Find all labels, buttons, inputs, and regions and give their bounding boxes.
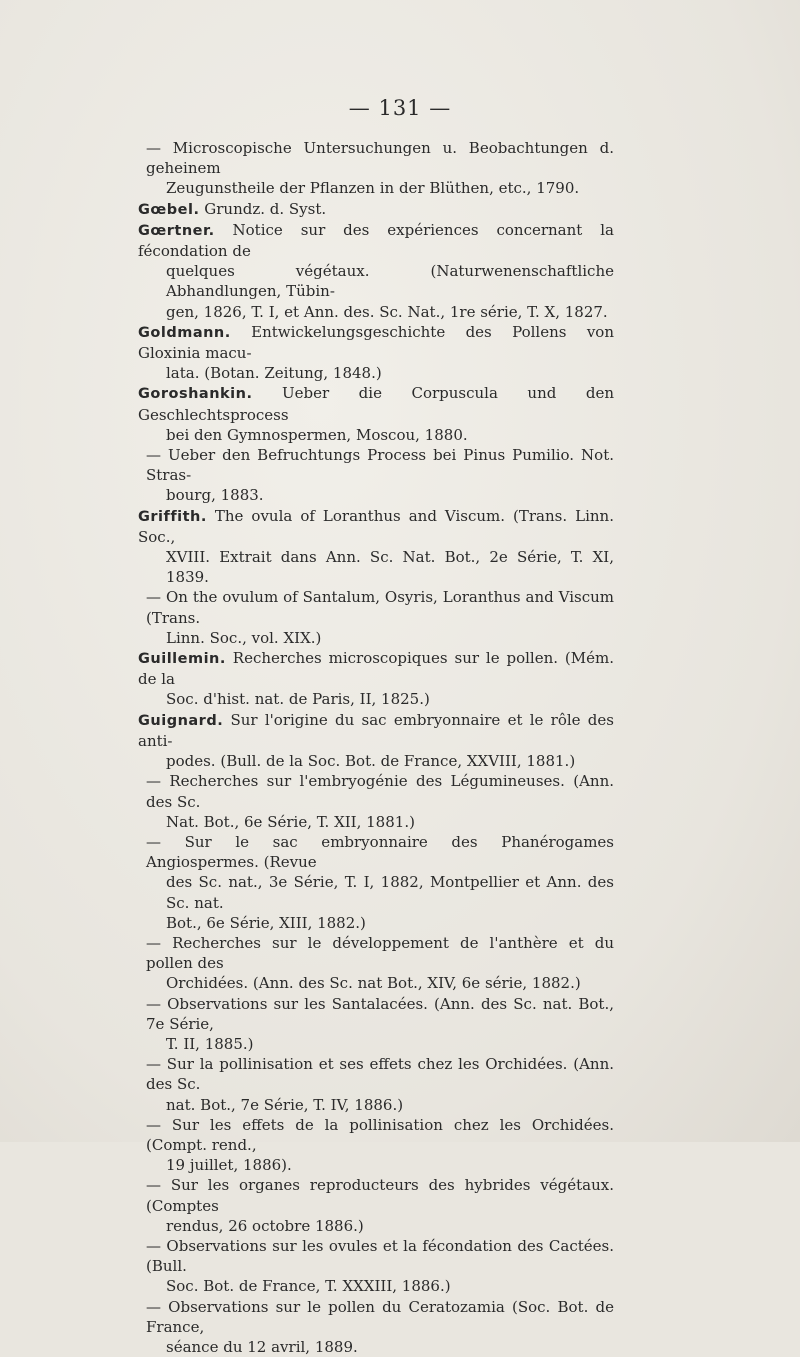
entry-line xyxy=(138,751,614,771)
bibliography-entry xyxy=(138,1236,614,1297)
entry-text: — Sur le sac embryonnaire des Phanérogames Angiospermes. (Revue xyxy=(146,832,614,872)
entry-text: — Observations sur les Santalacées. (Ann. des Sc. nat. Bot., 7e Série, xyxy=(146,994,614,1033)
entry-line xyxy=(138,1216,614,1236)
entry-line xyxy=(138,220,614,261)
entry-line xyxy=(138,199,614,220)
entry-line xyxy=(138,832,614,872)
entry-text: Ueber die Corpuscula und den Geschlechtsprocess xyxy=(138,384,614,424)
bibliography-entry xyxy=(138,506,614,588)
entry-line xyxy=(138,261,614,301)
entry-line xyxy=(138,322,614,363)
entry-line xyxy=(138,812,614,832)
entry-text: rendus, 26 octobre 1886.) xyxy=(166,1216,364,1235)
entry-line xyxy=(138,1034,614,1054)
bibliography-entry xyxy=(138,1054,614,1115)
entry-text: Entwickelungsgeschichte des Pollens von Gloxinia macu- xyxy=(138,322,614,363)
bibliography-entry xyxy=(138,933,614,994)
entry-text: Sur l'origine du sac embryonnaire et le rôle des anti- xyxy=(138,710,614,750)
entry-line xyxy=(138,1236,614,1276)
entry-line xyxy=(138,933,614,973)
bibliography-entry xyxy=(138,199,614,220)
entry-line xyxy=(138,994,614,1034)
bibliography-entry xyxy=(138,1115,614,1176)
entry-text: — Recherches sur l'embryogénie des Légumineuses. (Ann. des Sc. xyxy=(146,772,614,811)
entry-text: — On the ovulum of Santalum, Osyris, Loranthus and Viscum (Trans. xyxy=(146,588,614,627)
bibliography-entry xyxy=(138,994,614,1055)
entry-line xyxy=(138,1337,614,1357)
bibliography-entry xyxy=(138,832,614,933)
entry-text: Linn. Soc., vol. XIX.) xyxy=(166,628,322,647)
entry-line xyxy=(138,178,614,198)
entry-author: Goroshankin. xyxy=(138,386,253,403)
entry-text: The ovula of Loranthus and Viscum. (Trans. Linn. Soc., xyxy=(138,506,614,546)
entry-text: — Recherches sur le développement de l'anthère et du pollen des xyxy=(146,933,614,973)
entry-line xyxy=(138,1054,614,1094)
bibliography-entry xyxy=(138,445,614,506)
entry-line xyxy=(138,1155,614,1175)
bibliography-entry xyxy=(138,138,614,199)
entry-line xyxy=(138,138,614,178)
entry-line xyxy=(138,547,614,587)
entry-line xyxy=(138,1175,614,1215)
entry-line xyxy=(138,689,614,709)
entry-text: — Microscopische Untersuchungen u. Beobachtungen d. geheinem xyxy=(146,139,614,178)
entry-line xyxy=(138,485,614,505)
entry-text: gen, 1826, T. I, et Ann. des. Sc. Nat., 1re série, T. X, 1827. xyxy=(166,302,608,321)
entry-line xyxy=(138,587,614,627)
entry-author: Griffith. xyxy=(138,508,207,525)
entry-text: XVIII. Extrait dans Ann. Sc. Nat. Bot., 2e Série, T. XI, 1839. xyxy=(166,548,614,587)
entry-line xyxy=(138,363,614,383)
entry-text: podes. (Bull. de la Soc. Bot. de France, XXVIII, 1881.) xyxy=(166,752,576,771)
entry-line xyxy=(138,628,614,648)
entry-text: — Sur les organes reproducteurs des hybrides végétaux. (Comptes xyxy=(146,1176,614,1215)
entry-text: séance du 12 avril, 1889. xyxy=(166,1337,358,1356)
entry-text: Bot., 6e Série, XIII, 1882.) xyxy=(166,913,366,932)
page-number: — 131 — xyxy=(348,96,452,120)
entry-text: Soc. d'hist. nat. de Paris, II, 1825.) xyxy=(166,690,430,709)
entry-line xyxy=(138,771,614,811)
bibliography-entry xyxy=(138,587,614,648)
entry-text: Grundz. d. Syst. xyxy=(204,199,327,218)
entry-text: — Observations sur les ovules et la fécondation des Cactées. (Bull. xyxy=(146,1236,614,1276)
bibliography-entry xyxy=(138,220,614,322)
entry-author: Gœrtner. xyxy=(138,222,215,239)
bibliography-list xyxy=(138,138,614,1357)
entry-text: Recherches microscopiques sur le pollen. (Mém. de la xyxy=(138,649,614,689)
entry-line xyxy=(138,383,614,424)
bibliography-entry xyxy=(138,383,614,445)
entry-text: — Sur la pollinisation et ses effets chez les Orchidées. (Ann. des Sc. xyxy=(146,1055,614,1094)
entry-text: Soc. Bot. de France, T. XXXIII, 1886.) xyxy=(166,1277,451,1296)
bibliography-entry xyxy=(138,322,614,384)
entry-line xyxy=(138,425,614,445)
bibliography-entry xyxy=(138,1175,614,1236)
entry-text: quelques végétaux. (Naturwenenschaftliche Abhandlungen, Tübin- xyxy=(166,262,614,301)
entry-author: Gœbel. xyxy=(138,201,200,218)
entry-line xyxy=(138,445,614,485)
entry-text: bei den Gymnospermen, Moscou, 1880. xyxy=(166,425,468,444)
entry-line xyxy=(138,710,614,751)
entry-line xyxy=(138,1297,614,1337)
entry-text: Orchidées. (Ann. des Sc. nat Bot., XIV, 6e série, 1882.) xyxy=(166,974,581,993)
entry-author: Goldmann. xyxy=(138,324,231,341)
entry-line xyxy=(138,506,614,547)
entry-text: T. II, 1885.) xyxy=(166,1034,254,1053)
entry-line xyxy=(138,913,614,933)
entry-author: Guillemin. xyxy=(138,651,226,668)
entry-line xyxy=(138,302,614,322)
entry-text: Nat. Bot., 6e Série, T. XII, 1881.) xyxy=(166,812,415,831)
entry-text: — Observations sur le pollen du Ceratozamia (Soc. Bot. de France, xyxy=(146,1297,614,1336)
entry-text: nat. Bot., 7e Série, T. IV, 1886.) xyxy=(166,1095,404,1114)
entry-text: 19 juillet, 1886). xyxy=(166,1156,292,1175)
entry-line xyxy=(138,1276,614,1296)
bibliography-entry xyxy=(138,648,614,710)
entry-text: Notice sur des expériences concernant la fécondation de xyxy=(138,220,614,261)
entry-line xyxy=(138,1095,614,1115)
bibliography-entry xyxy=(138,1297,614,1357)
entry-line xyxy=(138,872,614,912)
entry-author: Guignard. xyxy=(138,712,224,729)
entry-text: lata. (Botan. Zeitung, 1848.) xyxy=(166,364,382,383)
entry-line xyxy=(138,1115,614,1155)
entry-text: Zeugunstheile der Pflanzen in der Blüthen, etc., 1790. xyxy=(166,179,580,198)
bibliography-entry xyxy=(138,771,614,832)
entry-text: — Ueber den Befruchtungs Process bei Pinus Pumilio. Not. Stras- xyxy=(146,446,614,485)
entry-text: — Sur les effets de la pollinisation chez les Orchidées. (Compt. rend., xyxy=(146,1115,614,1154)
bibliography-entry xyxy=(138,710,614,772)
entry-text: bourg, 1883. xyxy=(166,486,264,505)
entry-line xyxy=(138,648,614,689)
entry-text: des Sc. nat., 3e Série, T. I, 1882, Montpellier et Ann. des Sc. nat. xyxy=(166,873,614,912)
entry-line xyxy=(138,973,614,993)
